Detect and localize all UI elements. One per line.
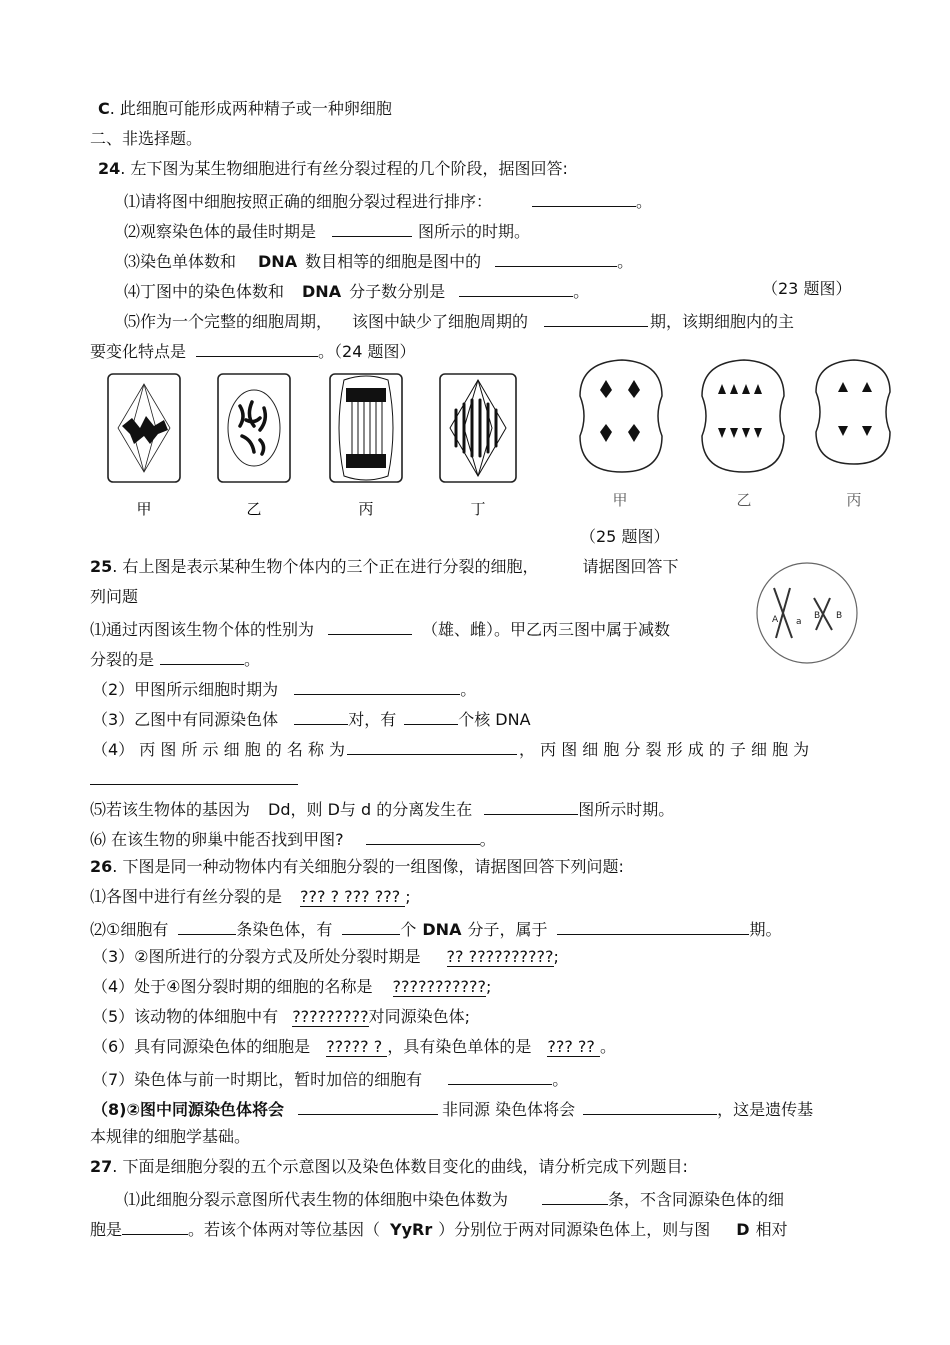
q25-part3-text: （3）乙图中有同源染色体	[92, 710, 279, 729]
answer-blank[interactable]	[332, 218, 412, 237]
answer-blank[interactable]	[448, 1066, 552, 1085]
label-bing: 丙	[358, 500, 374, 518]
q26-part2-ge: 个	[400, 920, 417, 939]
q26-part8-mid: 非同源 染色体将会	[442, 1100, 576, 1119]
q26-part6-answer2: ??? ??	[547, 1037, 600, 1056]
q26-part5-answer: ?????????	[292, 1007, 369, 1026]
section-heading: 二、非选择题。	[90, 129, 203, 148]
q26-part5-tail: 对同源染色体;	[368, 1007, 471, 1026]
q26-part7-text: （7）染色体与前一时期比，暂时加倍的细胞有	[92, 1070, 423, 1089]
gene-b-left: B	[814, 611, 821, 621]
q27-intro-text: . 下面是细胞分裂的五个示意图以及染色体数目变化的曲线，请分析完成下列题目:	[112, 1157, 688, 1176]
figure-d-label: D	[736, 1220, 750, 1239]
dna-label: DNA	[258, 252, 298, 271]
q26-part2-mid: 条染色体，有	[236, 920, 333, 939]
answer-blank[interactable]	[342, 916, 400, 935]
q27-part1-cont-mid2: ）分别位于两对同源染色体上，则与图	[438, 1220, 711, 1239]
label-jia: 甲	[612, 491, 628, 509]
q25-part6: ⑹ 在该生物的卵巢中能否找到甲图? 。	[90, 826, 496, 851]
q24-part1: ⑴请将图中细胞按照正确的细胞分裂过程进行排序： 。	[124, 188, 652, 213]
q24-part3: ⑶染色单体数和 DNA 数目相等的细胞是图中的 。	[124, 248, 633, 273]
q25-part1-cont: 分裂的是 。	[90, 646, 260, 671]
cell-bing-outline	[816, 360, 890, 464]
answer-blank[interactable]	[532, 188, 636, 207]
q25-part5	[90, 796, 674, 821]
q26-part6: （6）具有同源染色体的细胞是 ????? ? ，具有染色单体的是 ??? ?? 。	[92, 1037, 616, 1056]
dna-label: DNA	[422, 920, 462, 939]
q26-part8-text: （8)②图中同源染色体将会	[92, 1100, 284, 1119]
q27-part1-cont	[90, 1216, 788, 1241]
q25-part3-mid: 对，有	[348, 710, 397, 729]
q24-part4-tail: 分子数分别是	[349, 282, 446, 301]
q27-number: 27	[90, 1157, 113, 1176]
cell-yi-outline	[702, 360, 784, 472]
q24-intro-text: . 左下图为某生物细胞进行有丝分裂过程的几个阶段，据图回答:	[120, 159, 568, 178]
q27-part1-cont-text: 胞是	[90, 1220, 123, 1239]
q26-part6-text: （6）具有同源染色体的细胞是	[92, 1037, 311, 1056]
label-jia: 甲	[136, 500, 152, 518]
cell-jia-outline	[580, 360, 662, 472]
ref-24: 。（24 题图）	[318, 342, 416, 361]
q25-part6-text: ⑹ 在该生物的卵巢中能否找到甲图?	[90, 830, 344, 849]
q25-part2-text: （2）甲图所示细胞时期为	[92, 680, 279, 699]
q26-part3: （3）②图所进行的分裂方式及所处分裂时期是 ?? ??????????;	[92, 947, 559, 966]
q25-part4-text: （4） 丙 图 所 示 细 胞 的 名 称 为	[92, 740, 346, 759]
q25-intro-cont: 列问题	[90, 587, 139, 606]
q26-part2	[90, 916, 781, 941]
q27-part1-text: ⑴此细胞分裂示意图所代表生物的体细胞中染色体数为	[124, 1190, 509, 1209]
q25-part5-text: ⑸若该生物体的基因为	[90, 800, 251, 819]
q26-number: 26	[90, 857, 113, 876]
answer-blank[interactable]	[557, 916, 749, 935]
answer-blank[interactable]	[459, 278, 573, 297]
q25-part4-tail: ， 丙 图 细 胞 分 裂 形 成 的 子 细 胞 为	[519, 740, 810, 759]
q26-part8-tail: ，这是遗传基	[717, 1100, 814, 1119]
q26-part3-text: （3）②图所进行的分裂方式及所处分裂时期是	[92, 947, 421, 966]
label-ding: 丁	[470, 500, 486, 518]
q24-part3-text: ⑶染色单体数和	[124, 252, 237, 271]
answer-blank[interactable]	[122, 1216, 188, 1235]
figure-23-cell	[752, 558, 862, 668]
q27-intro	[90, 1156, 688, 1178]
ref-25: （25 题图）	[580, 527, 670, 546]
q24-intro	[98, 158, 568, 180]
answer-blank[interactable]	[484, 796, 578, 815]
option-c-label: C	[98, 99, 110, 118]
answer-blank[interactable]	[178, 916, 236, 935]
answer-blank[interactable]	[90, 784, 298, 785]
option-c-text: . 此细胞可能形成两种精子或一种卵细胞	[109, 99, 392, 118]
q25-part1-text: ⑴通过丙图该生物个体的性别为	[90, 620, 315, 639]
q26-part5	[92, 1006, 470, 1028]
q25-intro-tail: 请据图回答下	[582, 557, 679, 576]
q26-part4: （4）处于④图分裂时期的细胞的名称是 ???????????;	[92, 977, 492, 996]
answer-blank[interactable]	[583, 1096, 717, 1115]
q26-part6-answer: ????? ?	[326, 1037, 388, 1056]
dna-label: DNA	[302, 282, 342, 301]
q24-part5-cont-text: 要变化特点是	[90, 342, 187, 361]
genotype-yyrr: YyRr	[390, 1220, 433, 1239]
q27-part1-cont-tail: 相对	[755, 1220, 788, 1239]
answer-blank[interactable]	[294, 706, 348, 725]
q26-intro-text: . 下图是同一种动物体内有关细胞分裂的一组图像，请据图回答下列问题:	[112, 857, 624, 876]
q25-part4	[92, 736, 809, 761]
q25-intro-text: . 右上图是表示某种生物个体内的三个正在进行分裂的细胞，	[112, 557, 539, 576]
label-yi: 乙	[246, 500, 262, 518]
label-bing: 丙	[846, 491, 862, 509]
q26-part2-text: ⑵①细胞有	[90, 920, 169, 939]
q24-part2-text: ⑵观察染色体的最佳时期是	[124, 222, 317, 241]
gene-a-lower: a	[796, 617, 802, 627]
q27-part1-tail: 条，不含同源染色体的细	[608, 1190, 785, 1209]
q26-part7: （7）染色体与前一时期比，暂时加倍的细胞有 。	[92, 1066, 568, 1091]
q24-part2-tail: 图所示的时期。	[418, 222, 531, 241]
q26-part1: ⑴各图中进行有丝分裂的是 ??? ? ??? ??? ;	[90, 887, 411, 906]
q26-part8-cont: 本规律的细胞学基础。	[90, 1127, 251, 1146]
q25-part2: （2）甲图所示细胞时期为 。	[92, 676, 476, 701]
q26-part4-text: （4）处于④图分裂时期的细胞的名称是	[92, 977, 373, 996]
q24-part5-mid: 该图中缺少了细胞周期的	[352, 312, 529, 331]
q24-part2	[124, 218, 530, 243]
q26-part2-tail: 分子，属于	[467, 920, 548, 939]
q25-number: 25	[90, 557, 113, 576]
q24-part5-cont	[90, 338, 415, 363]
answer-blank[interactable]	[404, 706, 458, 725]
q26-part6-mid: ，具有染色单体的是	[387, 1037, 532, 1056]
q25-part5-tail: 图所示时期。	[578, 800, 675, 819]
q24-part3-tail: 数目相等的细胞是图中的	[305, 252, 482, 271]
answer-blank[interactable]	[294, 676, 460, 695]
answer-blank[interactable]	[298, 1096, 438, 1115]
q27-part1	[124, 1186, 784, 1211]
figure-24-mitosis	[100, 366, 530, 526]
q24-part5-tail: 期，该期细胞内的主	[650, 312, 795, 331]
q25-part1-tail: （雄、雌）。甲乙丙三图中属于减数	[422, 620, 671, 639]
gene-a-upper: A	[772, 615, 779, 625]
q25-part3	[92, 706, 531, 731]
q24-number: 24	[98, 159, 121, 178]
ref-23: （23 题图）	[762, 279, 852, 298]
q25-part5-mid: Dd，则 D与 d 的分离发生在	[268, 800, 473, 819]
q26-part4-answer: ???????????	[392, 977, 486, 996]
answer-blank[interactable]	[495, 248, 617, 267]
answer-blank[interactable]	[328, 616, 412, 635]
gene-b-right: B	[836, 611, 843, 621]
q25-intro	[90, 556, 678, 578]
q24-part5-text: ⑸作为一个完整的细胞周期，	[124, 312, 333, 331]
q26-part5-text: （5）该动物的体细胞中有	[92, 1007, 279, 1026]
q26-part2-end: 期。	[749, 920, 782, 939]
q25-part1-cont-text: 分裂的是	[90, 650, 155, 669]
q27-part1-cont-mid: 。若该个体两对等位基因（	[188, 1220, 381, 1239]
q25-part1	[90, 616, 670, 641]
q26-intro	[90, 856, 624, 878]
q24-part4-text: ⑷丁图中的染色体数和	[124, 282, 285, 301]
q26-part1-answer: ??? ? ??? ???	[300, 887, 406, 906]
q26-part3-answer: ?? ??????????	[446, 947, 554, 966]
q24-part5	[124, 308, 794, 333]
q26-part8	[92, 1096, 813, 1121]
q25-part3-tail: 个核 DNA	[458, 710, 531, 729]
answer-blank[interactable]	[542, 1186, 608, 1205]
q26-part1-text: ⑴各图中进行有丝分裂的是	[90, 887, 283, 906]
answer-blank[interactable]	[347, 736, 517, 755]
answer-blank[interactable]	[544, 308, 648, 327]
answer-blank[interactable]	[160, 646, 244, 665]
q24-part4: ⑷丁图中的染色体数和 DNA 分子数分别是 。	[124, 278, 589, 303]
answer-blank[interactable]	[196, 338, 318, 357]
q24-part1-text: ⑴请将图中细胞按照正确的细胞分裂过程进行排序：	[124, 192, 493, 211]
label-yi: 乙	[736, 491, 752, 509]
answer-blank[interactable]	[366, 826, 480, 845]
option-c	[98, 98, 392, 120]
cell-ding	[440, 374, 516, 482]
figure-25-meiosis	[572, 350, 902, 520]
